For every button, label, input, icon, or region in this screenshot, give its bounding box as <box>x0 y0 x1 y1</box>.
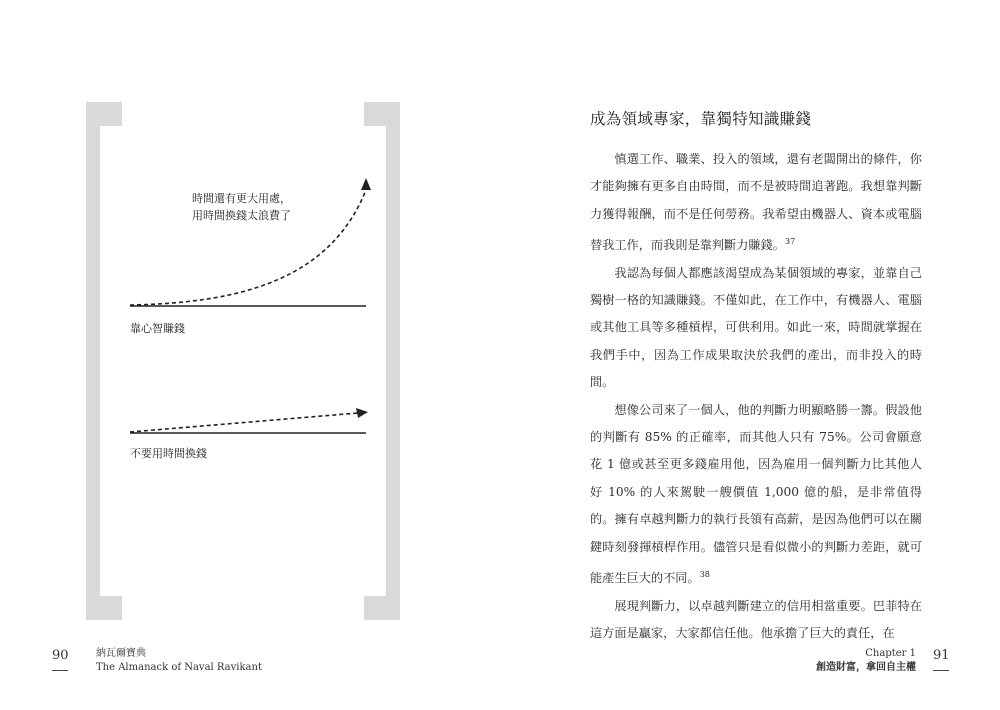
figure-top-label-line2: 用時間換錢太浪費了 <box>192 209 291 222</box>
chapter-title: 創造財富，拿回自主權 <box>816 662 916 673</box>
paragraph-text: 想像公司來了一個人，他的判斷力明顯略勝一籌。假設他的判斷有 85% 的正確率，而其他人只有 75%。公司會願意花 1 億或甚至更多錢雇用他，因為雇用一個判斷力比其他人好 10% 的人來駕駛一艘價值 1,000 億的船，是非常值得的。擁有卓越判斷力的執行長領有高薪，是因為他們可以在關鍵時刻發揮槓桿作用。儘管只是看似微小的判斷力差距，就可能產生巨大的不同。 <box>590 402 922 586</box>
left-page-number: 90 <box>52 648 69 663</box>
paragraph-text: 慎選工作、職業、投入的領域，還有老闆開出的條件，你才能夠擁有更多自由時間，而不是被時間追著跑。我想靠判斷力獲得報酬，而不是任何勞務。我希望由機器人、資本或電腦替我工作，而我則是靠判斷力賺錢。 <box>590 152 922 253</box>
book-title-en: The Almanack of Naval Ravikant <box>96 662 262 673</box>
paragraph <box>590 146 922 260</box>
book-title-zh: 納瓦爾寶典 <box>96 648 146 659</box>
linear-line-arrowhead <box>356 408 368 418</box>
figure-top-label <box>192 190 291 224</box>
figure-top-label-line1: 時間還有更大用處， <box>192 192 291 205</box>
paragraph-text: 展現判斷力，以卓越判斷建立的信用相當重要。巴菲特在這方面是贏家，大家都信任他。他承擔了巨大的責任，在 <box>590 598 922 640</box>
right-page-number: 91 <box>933 648 950 663</box>
paragraph-text: 我認為每個人都應該渴望成為某個領域的專家，並靠自己獨樹一格的知識賺錢。不僅如此，在工作中，有機器人、電腦或其他工具等多種槓桿，可供利用。如此一來，時間就掌握在我們手中，因為工作成果取決於我們的產出，而非投入的時間。 <box>590 265 922 390</box>
endnote-marker: 37 <box>785 237 796 247</box>
left-folio-rule <box>52 670 68 671</box>
linear-line <box>130 413 358 432</box>
paragraph <box>590 260 922 397</box>
left-running-footer <box>96 647 262 675</box>
right-folio-rule <box>933 670 949 671</box>
paragraph <box>590 397 922 593</box>
section-title: 成為領域專家，靠獨特知識賺錢 <box>590 110 812 128</box>
body-text <box>590 146 922 647</box>
figure-middle-label: 靠心智賺錢 <box>130 322 185 335</box>
paragraph <box>590 593 922 648</box>
exponential-curve-arrowhead <box>361 178 371 190</box>
figure-bottom-label: 不要用時間換錢 <box>130 447 207 460</box>
chapter-label: Chapter 1 <box>865 648 916 659</box>
right-running-footer <box>816 647 916 675</box>
endnote-marker: 38 <box>699 570 710 580</box>
